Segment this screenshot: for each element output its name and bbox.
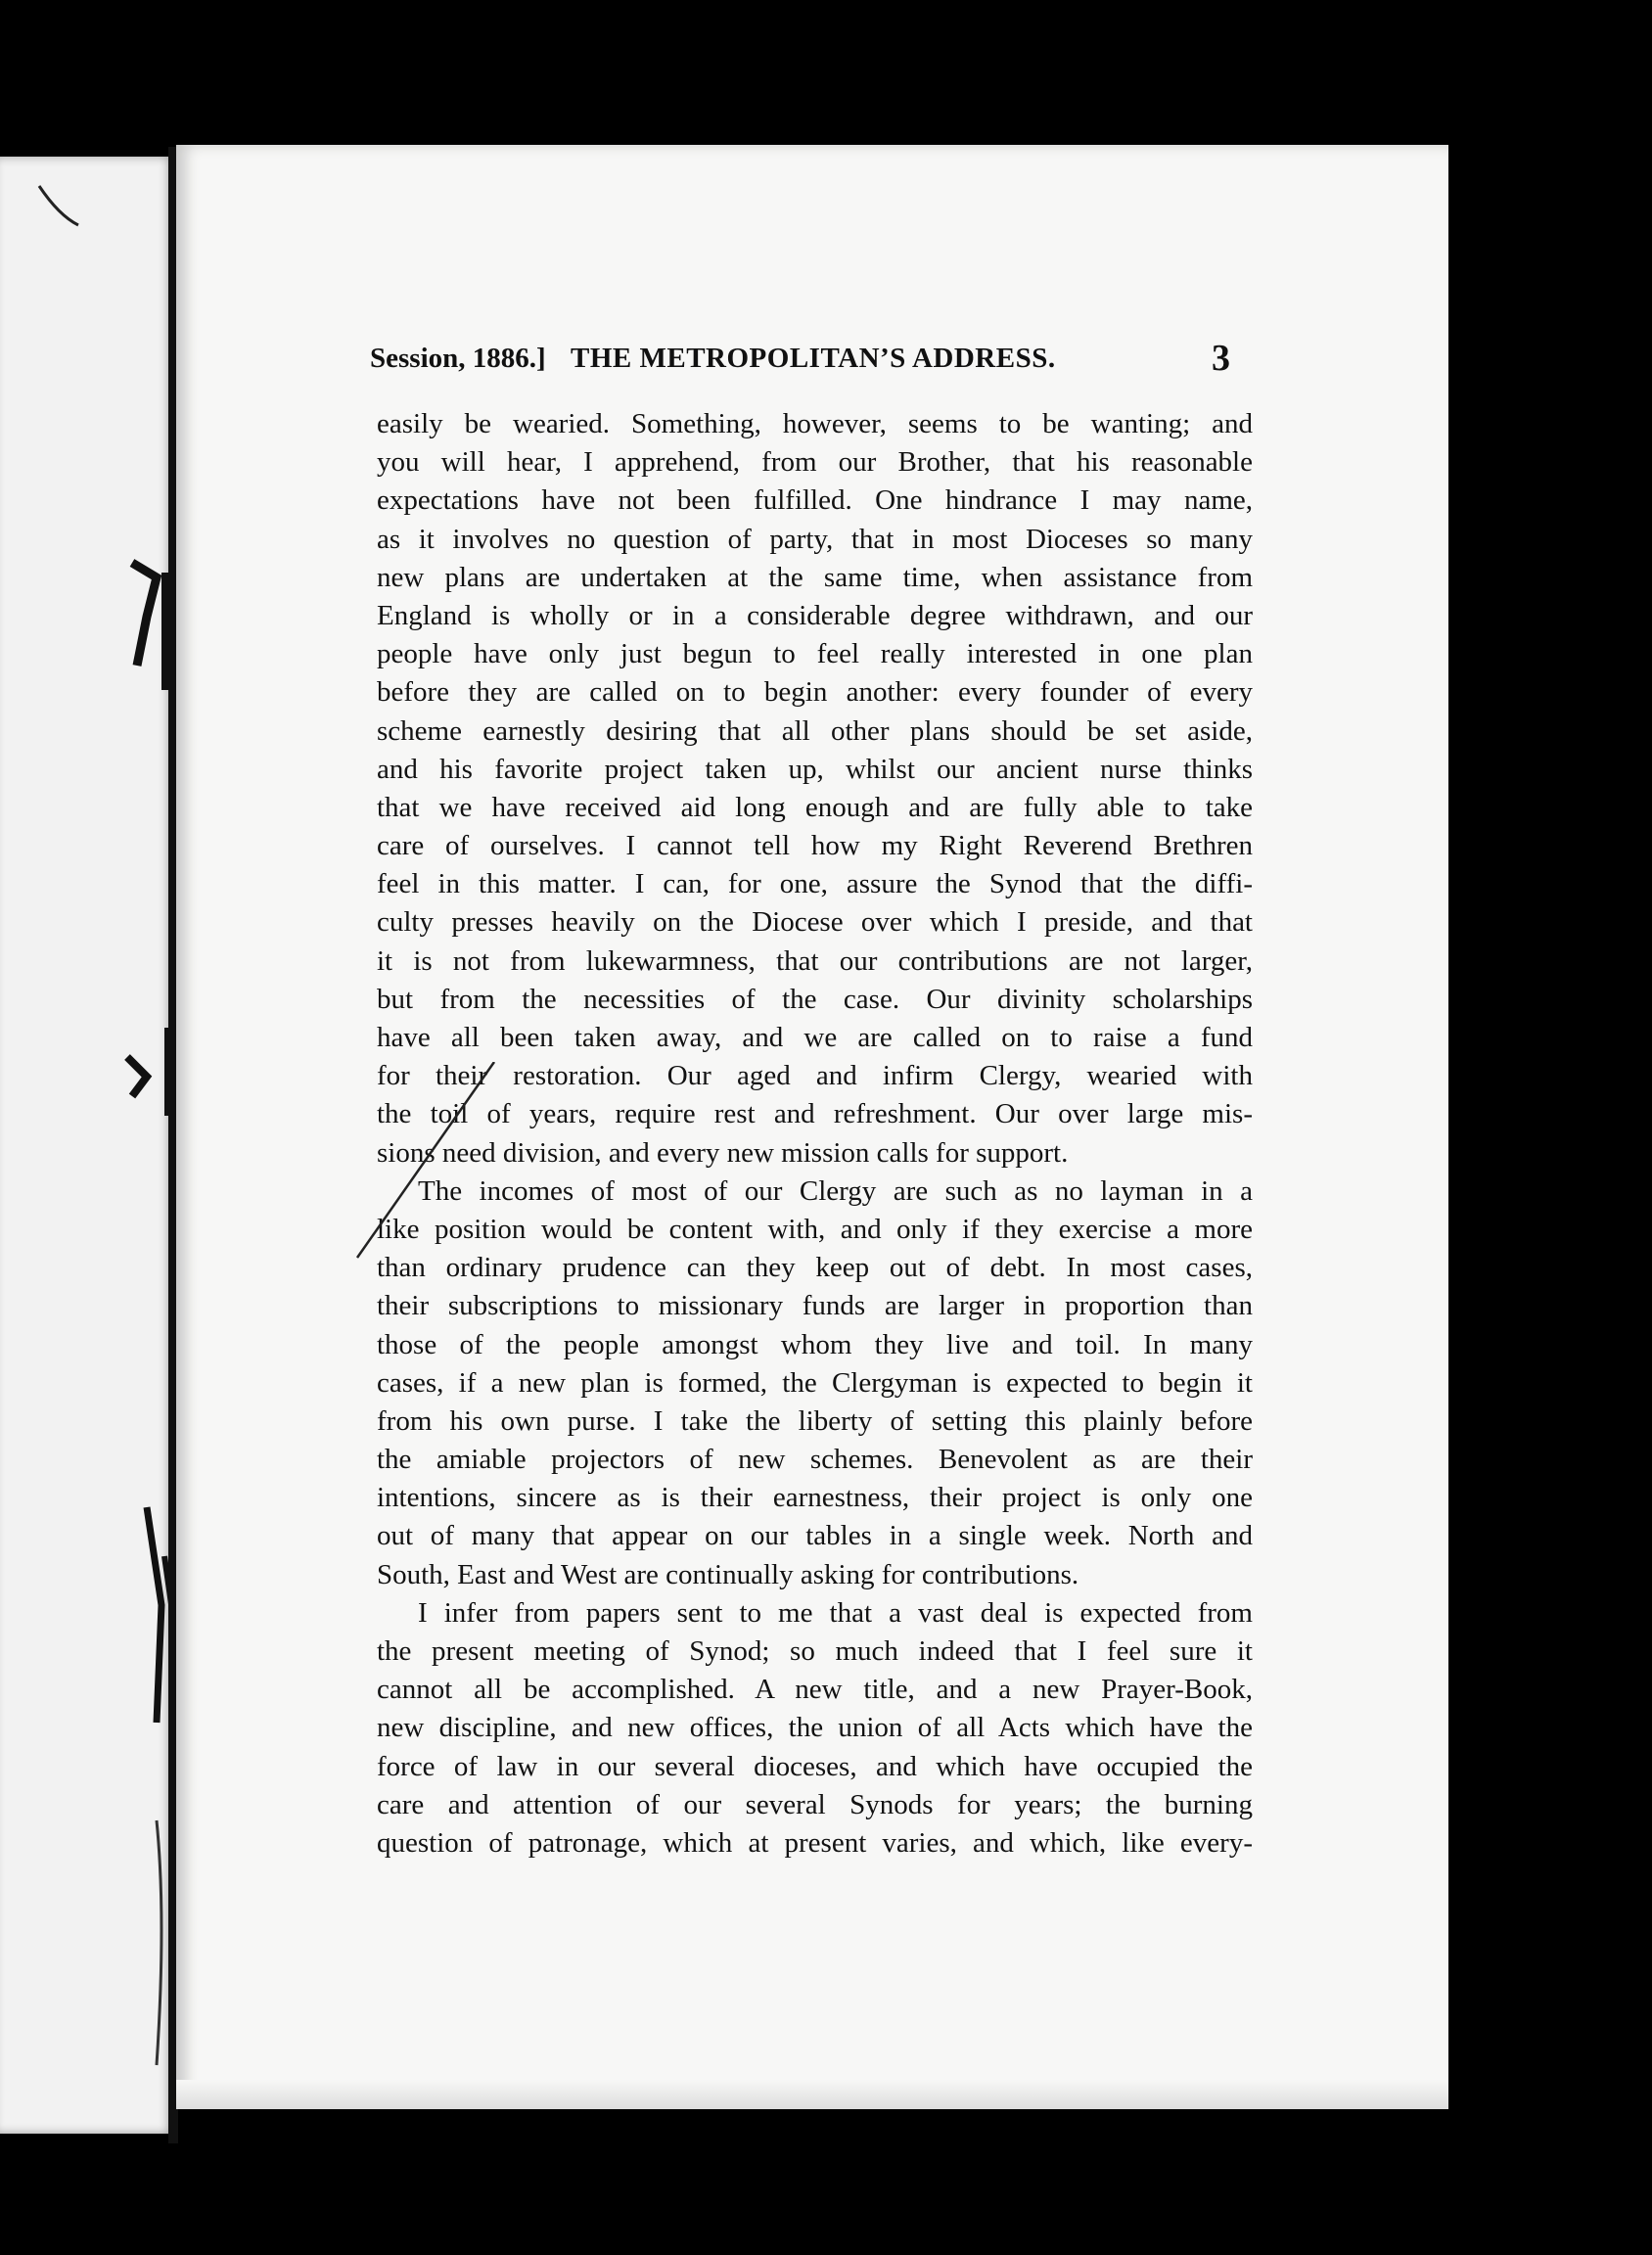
text-line: than ordinary prudence can they keep out of debt. In most cases, bbox=[377, 1252, 1253, 1284]
text-line: those of the people amongst whom they live and toil. In many bbox=[377, 1328, 1253, 1360]
text-line: scheme earnestly desiring that all other plans should be set aside, bbox=[377, 714, 1253, 747]
text-line: care and attention of our several Synods for years; the burning bbox=[377, 1788, 1253, 1820]
paragraph-first-line: The incomes of most of our Clergy are such as no layman in a bbox=[418, 1174, 1253, 1207]
text-line: feel in this matter. I can, for one, assure the Synod that the diffi- bbox=[377, 868, 1253, 900]
text-line: intentions, sincere as is their earnestness, their project is only one bbox=[377, 1482, 1253, 1514]
text-line: before they are called on to begin another: every founder of every bbox=[377, 676, 1253, 709]
text-line: expectations have not been fulfilled. One hindrance I may name, bbox=[377, 484, 1253, 517]
text-line: their subscriptions to missionary funds are larger in proportion than bbox=[377, 1290, 1253, 1322]
text-line: new discipline, and new offices, the union of all Acts which have the bbox=[377, 1712, 1253, 1744]
text-line: it is not from lukewarmness, that our contributions are not larger, bbox=[377, 944, 1253, 977]
text-line: out of many that appear on our tables in a single week. North and bbox=[377, 1520, 1253, 1552]
text-line: you will hear, I apprehend, from our Brother, that his reasonable bbox=[377, 446, 1253, 479]
text-line: England is wholly or in a considerable degree withdrawn, and our bbox=[377, 599, 1253, 631]
text-line: but from the necessities of the case. Our divinity scholarships bbox=[377, 983, 1253, 1015]
body-text bbox=[377, 405, 1253, 1863]
text-line: the toil of years, require rest and refreshment. Our over large mis- bbox=[377, 1098, 1253, 1130]
text-line: force of law in our several dioceses, and which have occupied the bbox=[377, 1750, 1253, 1782]
running-title: THE METROPOLITAN’S ADDRESS. bbox=[571, 343, 1056, 374]
text-line: like position would be content with, and only if they exercise a more bbox=[377, 1213, 1253, 1245]
text-line: the amiable projectors of new schemes. Benevolent as are their bbox=[377, 1444, 1253, 1476]
text-line: care of ourselves. I cannot tell how my Right Reverend Brethren bbox=[377, 830, 1253, 862]
paragraph-first-line: I infer from papers sent to me that a vast deal is expected from bbox=[418, 1596, 1253, 1629]
page-number: 3 bbox=[1212, 338, 1230, 379]
text-line: cases, if a new plan is formed, the Clergyman is expected to begin it bbox=[377, 1366, 1253, 1399]
session-label: Session, 1886.] bbox=[370, 343, 546, 374]
text-line: the present meeting of Synod; so much indeed that I feel sure it bbox=[377, 1635, 1253, 1667]
left-page-margin bbox=[0, 157, 174, 2134]
text-line: have all been taken away, and we are called on to raise a fund bbox=[377, 1022, 1253, 1053]
text-line: sions need division, and every new mission calls for support. bbox=[377, 1136, 1069, 1169]
text-line: as it involves no question of party, that in most Dioceses so many bbox=[377, 523, 1253, 555]
text-line: cannot all be accomplished. A new title, and a new Prayer-Book, bbox=[377, 1674, 1253, 1706]
left-page-marks bbox=[0, 157, 174, 2134]
text-line: and his favorite project taken up, whilst our ancient nurse thinks bbox=[377, 753, 1253, 785]
text-line: culty presses heavily on the Diocese over which I preside, and that bbox=[377, 906, 1253, 939]
page-bottom-shadow bbox=[176, 2080, 1448, 2109]
text-line: easily be wearied. Something, however, seems to be wanting; and bbox=[377, 408, 1253, 439]
text-line: that we have received aid long enough and are fully able to take bbox=[377, 791, 1253, 823]
text-line: from his own purse. I take the liberty of setting this plainly before bbox=[377, 1404, 1253, 1437]
text-line: question of patronage, which at present varies, and which, like every- bbox=[377, 1826, 1253, 1859]
running-header bbox=[370, 338, 1251, 386]
text-line: for their restoration. Our aged and infirm Clergy, wearied with bbox=[377, 1060, 1253, 1092]
text-line: South, East and West are continually asking for contributions. bbox=[377, 1558, 1079, 1590]
text-line: people have only just begun to feel really interested in one plan bbox=[377, 638, 1253, 670]
pencil-mark bbox=[347, 1062, 504, 1267]
text-line: new plans are undertaken at the same time, when assistance from bbox=[377, 561, 1253, 593]
